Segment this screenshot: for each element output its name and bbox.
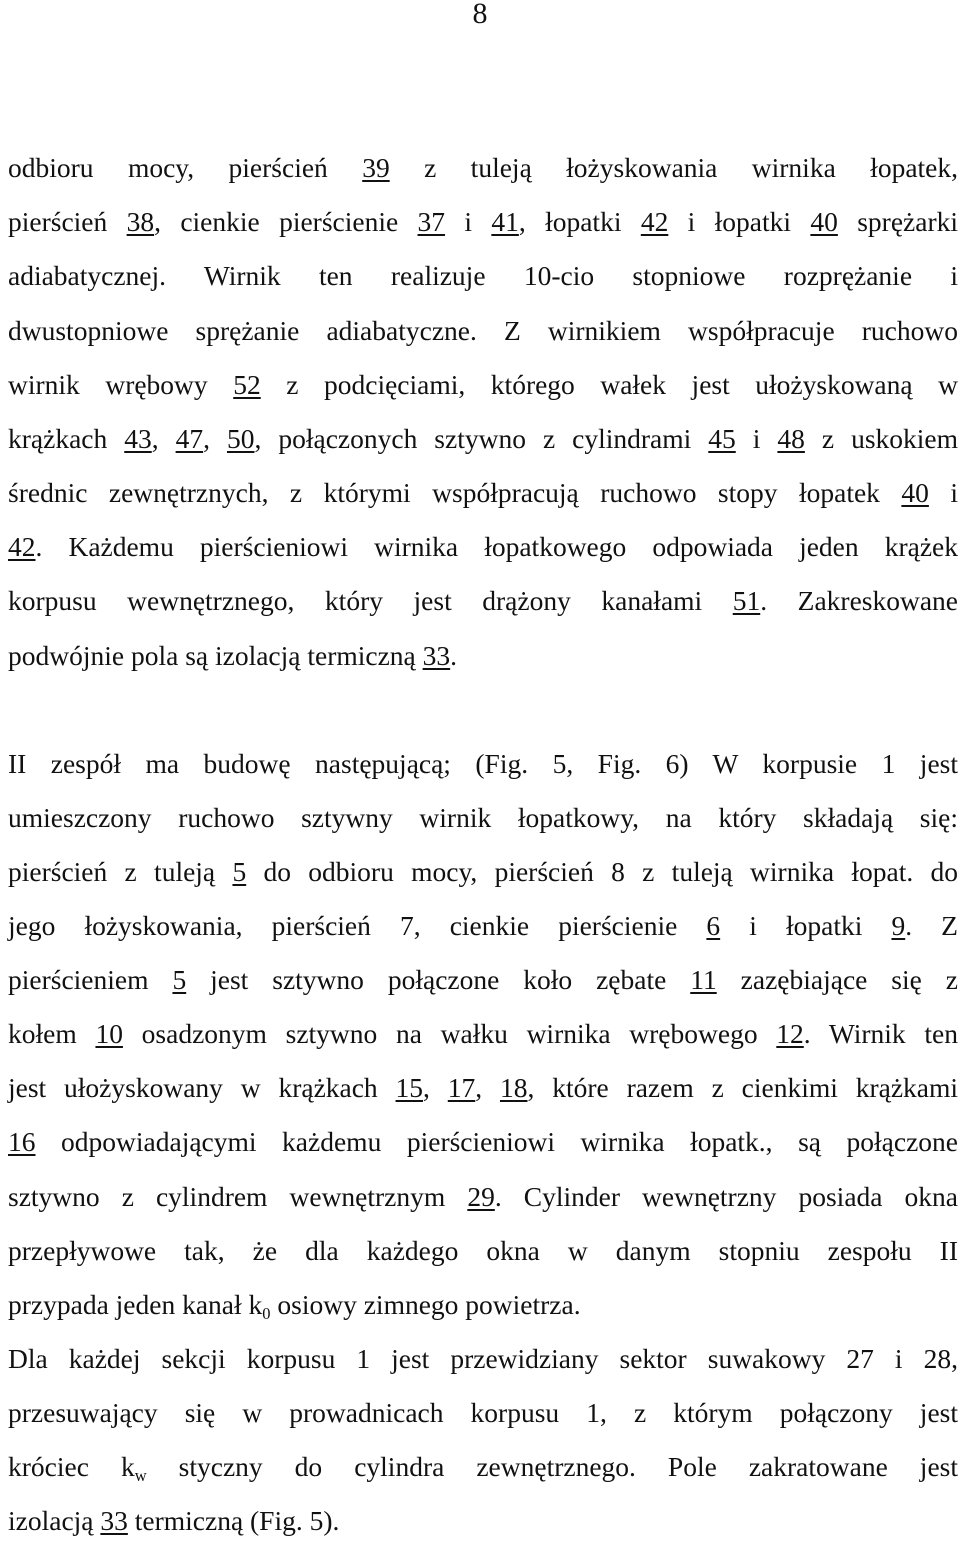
text-run: , bbox=[423, 1072, 448, 1103]
text-run: . Każdemu pierścieniowi wirnika łopatkowego odpowiada jeden krążek bbox=[35, 531, 958, 562]
text-run: krążkach bbox=[8, 423, 125, 454]
text-run: z uskokiem bbox=[804, 423, 959, 454]
text-run: adiabatycznej. Wirnik ten realizuje 10-cio stopniowe rozprężanie i bbox=[8, 260, 958, 291]
text-line bbox=[8, 1124, 958, 1160]
text-line bbox=[8, 367, 958, 403]
text-run: i łopatki bbox=[668, 206, 811, 237]
text-run: i bbox=[735, 423, 778, 454]
text-run: odpowiadającymi każdemu pierścieniowi wirnika łopatk., są połączone bbox=[35, 1126, 958, 1157]
reference-number: 9 bbox=[891, 910, 906, 941]
text-line bbox=[8, 1233, 958, 1269]
text-line bbox=[8, 1287, 958, 1323]
text-run: Dla każdej sekcji korpusu 1 jest przewidziany sektor suwakowy 27 i 28, bbox=[8, 1343, 958, 1374]
text-run: odbioru mocy, pierścień bbox=[8, 152, 363, 183]
reference-number: 5 bbox=[232, 856, 247, 887]
subscript: w bbox=[134, 1465, 147, 1485]
reference-number: 11 bbox=[690, 964, 717, 995]
text-line bbox=[8, 421, 958, 457]
reference-number: 40 bbox=[901, 477, 929, 508]
text-line bbox=[8, 746, 958, 782]
text-run: pierścień bbox=[8, 206, 127, 237]
text-line bbox=[8, 908, 958, 944]
text-run: . Wirnik ten bbox=[803, 1018, 958, 1049]
reference-number: 5 bbox=[172, 964, 187, 995]
reference-number: 33 bbox=[422, 640, 451, 671]
text-run: . bbox=[450, 640, 457, 671]
text-run: jest ułożyskowany w krążkach bbox=[8, 1072, 396, 1103]
reference-number: 40 bbox=[810, 206, 838, 237]
reference-number: 38 bbox=[126, 206, 155, 237]
reference-number: 42 bbox=[640, 206, 669, 237]
reference-number: 39 bbox=[362, 152, 390, 183]
text-run: korpusu wewnętrznego, który jest drążony kanałami bbox=[8, 585, 733, 616]
reference-number: 43 bbox=[124, 423, 152, 454]
text-run: podwójnie pola są izolacją termiczną bbox=[8, 640, 423, 671]
text-run: . Z bbox=[905, 910, 958, 941]
text-run: i łopatki bbox=[720, 910, 892, 941]
text-line bbox=[8, 150, 958, 186]
reference-number: 45 bbox=[708, 423, 736, 454]
reference-number: 41 bbox=[491, 206, 519, 237]
text-line bbox=[8, 204, 958, 240]
text-run: zazębiające się z bbox=[716, 964, 958, 995]
text-line bbox=[8, 800, 958, 836]
text-run: sprężarki bbox=[837, 206, 958, 237]
subscript: 0 bbox=[262, 1303, 271, 1323]
reference-number: 47 bbox=[175, 423, 204, 454]
text-run: średnic zewnętrznych, z którymi współpracują ruchowo stopy łopatek bbox=[8, 477, 902, 508]
text-run: i bbox=[928, 477, 958, 508]
text-run: sztywno z cylindrem wewnętrznym bbox=[8, 1181, 468, 1212]
text-run: pierścień z tuleją bbox=[8, 856, 233, 887]
text-run: , które razem z cienkimi krążkami bbox=[527, 1072, 959, 1103]
text-run: , bbox=[203, 423, 227, 454]
reference-number: 6 bbox=[706, 910, 721, 941]
text-run: termiczną (Fig. 5). bbox=[127, 1505, 340, 1536]
page-number: 8 bbox=[472, 0, 488, 30]
reference-number: 16 bbox=[8, 1126, 36, 1157]
text-line bbox=[8, 475, 958, 511]
text-run: osadzonym sztywno na wałku wirnika wrębowego bbox=[122, 1018, 777, 1049]
text-run: i bbox=[445, 206, 492, 237]
text-line bbox=[8, 1395, 958, 1431]
text-line bbox=[8, 529, 958, 565]
reference-number: 17 bbox=[447, 1072, 476, 1103]
text-run: z tuleją łożyskowania wirnika łopatek, bbox=[389, 152, 958, 183]
text-run: przypada jeden kanał k bbox=[8, 1289, 263, 1320]
text-run: przesuwający się w prowadnicach korpusu 1, z którym połączony jest bbox=[8, 1397, 958, 1428]
text-run: kołem bbox=[8, 1018, 96, 1049]
text-line bbox=[8, 1016, 958, 1052]
reference-number: 10 bbox=[95, 1018, 123, 1049]
reference-number: 33 bbox=[100, 1505, 128, 1536]
text-run: dwustopniowe sprężanie adiabatyczne. Z wirnikiem współpracuje ruchowo bbox=[8, 315, 958, 346]
text-run: , połączonych sztywno z cylindrami bbox=[254, 423, 709, 454]
text-line bbox=[8, 1341, 958, 1377]
text-run: , bbox=[475, 1072, 500, 1103]
text-run: , cienkie pierścienie bbox=[154, 206, 418, 237]
text-line bbox=[8, 313, 958, 349]
reference-number: 37 bbox=[417, 206, 446, 237]
reference-number: 18 bbox=[500, 1072, 528, 1103]
text-line bbox=[8, 1503, 958, 1539]
reference-number: 29 bbox=[467, 1181, 495, 1212]
reference-number: 50 bbox=[226, 423, 255, 454]
text-run: jest sztywno połączone koło zębate bbox=[186, 964, 691, 995]
text-line bbox=[8, 258, 958, 294]
text-line bbox=[8, 962, 958, 998]
text-run: umieszczony ruchowo sztywny wirnik łopatkowy, na który składają się: bbox=[8, 802, 958, 833]
text-run: jego łożyskowania, pierścień 7, cienkie pierścienie bbox=[8, 910, 707, 941]
reference-number: 15 bbox=[395, 1072, 424, 1103]
text-run: II zespół ma budowę następującą; (Fig. 5, Fig. 6) W korpusie 1 jest bbox=[8, 748, 958, 779]
reference-number: 51 bbox=[732, 585, 761, 616]
text-run: do odbioru mocy, pierścień 8 z tuleją wirnika łopat. do bbox=[246, 856, 959, 887]
text-line bbox=[8, 1179, 958, 1215]
text-run: króciec k bbox=[8, 1451, 135, 1482]
reference-number: 48 bbox=[777, 423, 805, 454]
text-run: wirnik wrębowy bbox=[8, 369, 234, 400]
text-run: osiowy zimnego powietrza. bbox=[270, 1289, 581, 1320]
text-line bbox=[8, 638, 958, 674]
text-run: . Cylinder wewnętrzny posiada okna bbox=[494, 1181, 958, 1212]
text-run: . Zakreskowane bbox=[760, 585, 959, 616]
text-run: przepływowe tak, że dla każdego okna w danym stopniu zespołu II bbox=[8, 1235, 958, 1266]
text-run: pierścieniem bbox=[8, 964, 173, 995]
reference-number: 42 bbox=[8, 531, 36, 562]
reference-number: 52 bbox=[233, 369, 261, 400]
text-line bbox=[8, 583, 958, 619]
text-run: , bbox=[151, 423, 176, 454]
text-line bbox=[8, 1449, 958, 1485]
reference-number: 12 bbox=[776, 1018, 804, 1049]
text-run: styczny do cylindra zewnętrznego. Pole zakratowane jest bbox=[146, 1451, 958, 1482]
text-run: z podcięciami, którego wałek jest ułożyskowaną w bbox=[260, 369, 958, 400]
text-run: , łopatki bbox=[518, 206, 641, 237]
text-line bbox=[8, 1070, 958, 1106]
text-run: izolacją bbox=[8, 1505, 101, 1536]
text-line bbox=[8, 854, 958, 890]
